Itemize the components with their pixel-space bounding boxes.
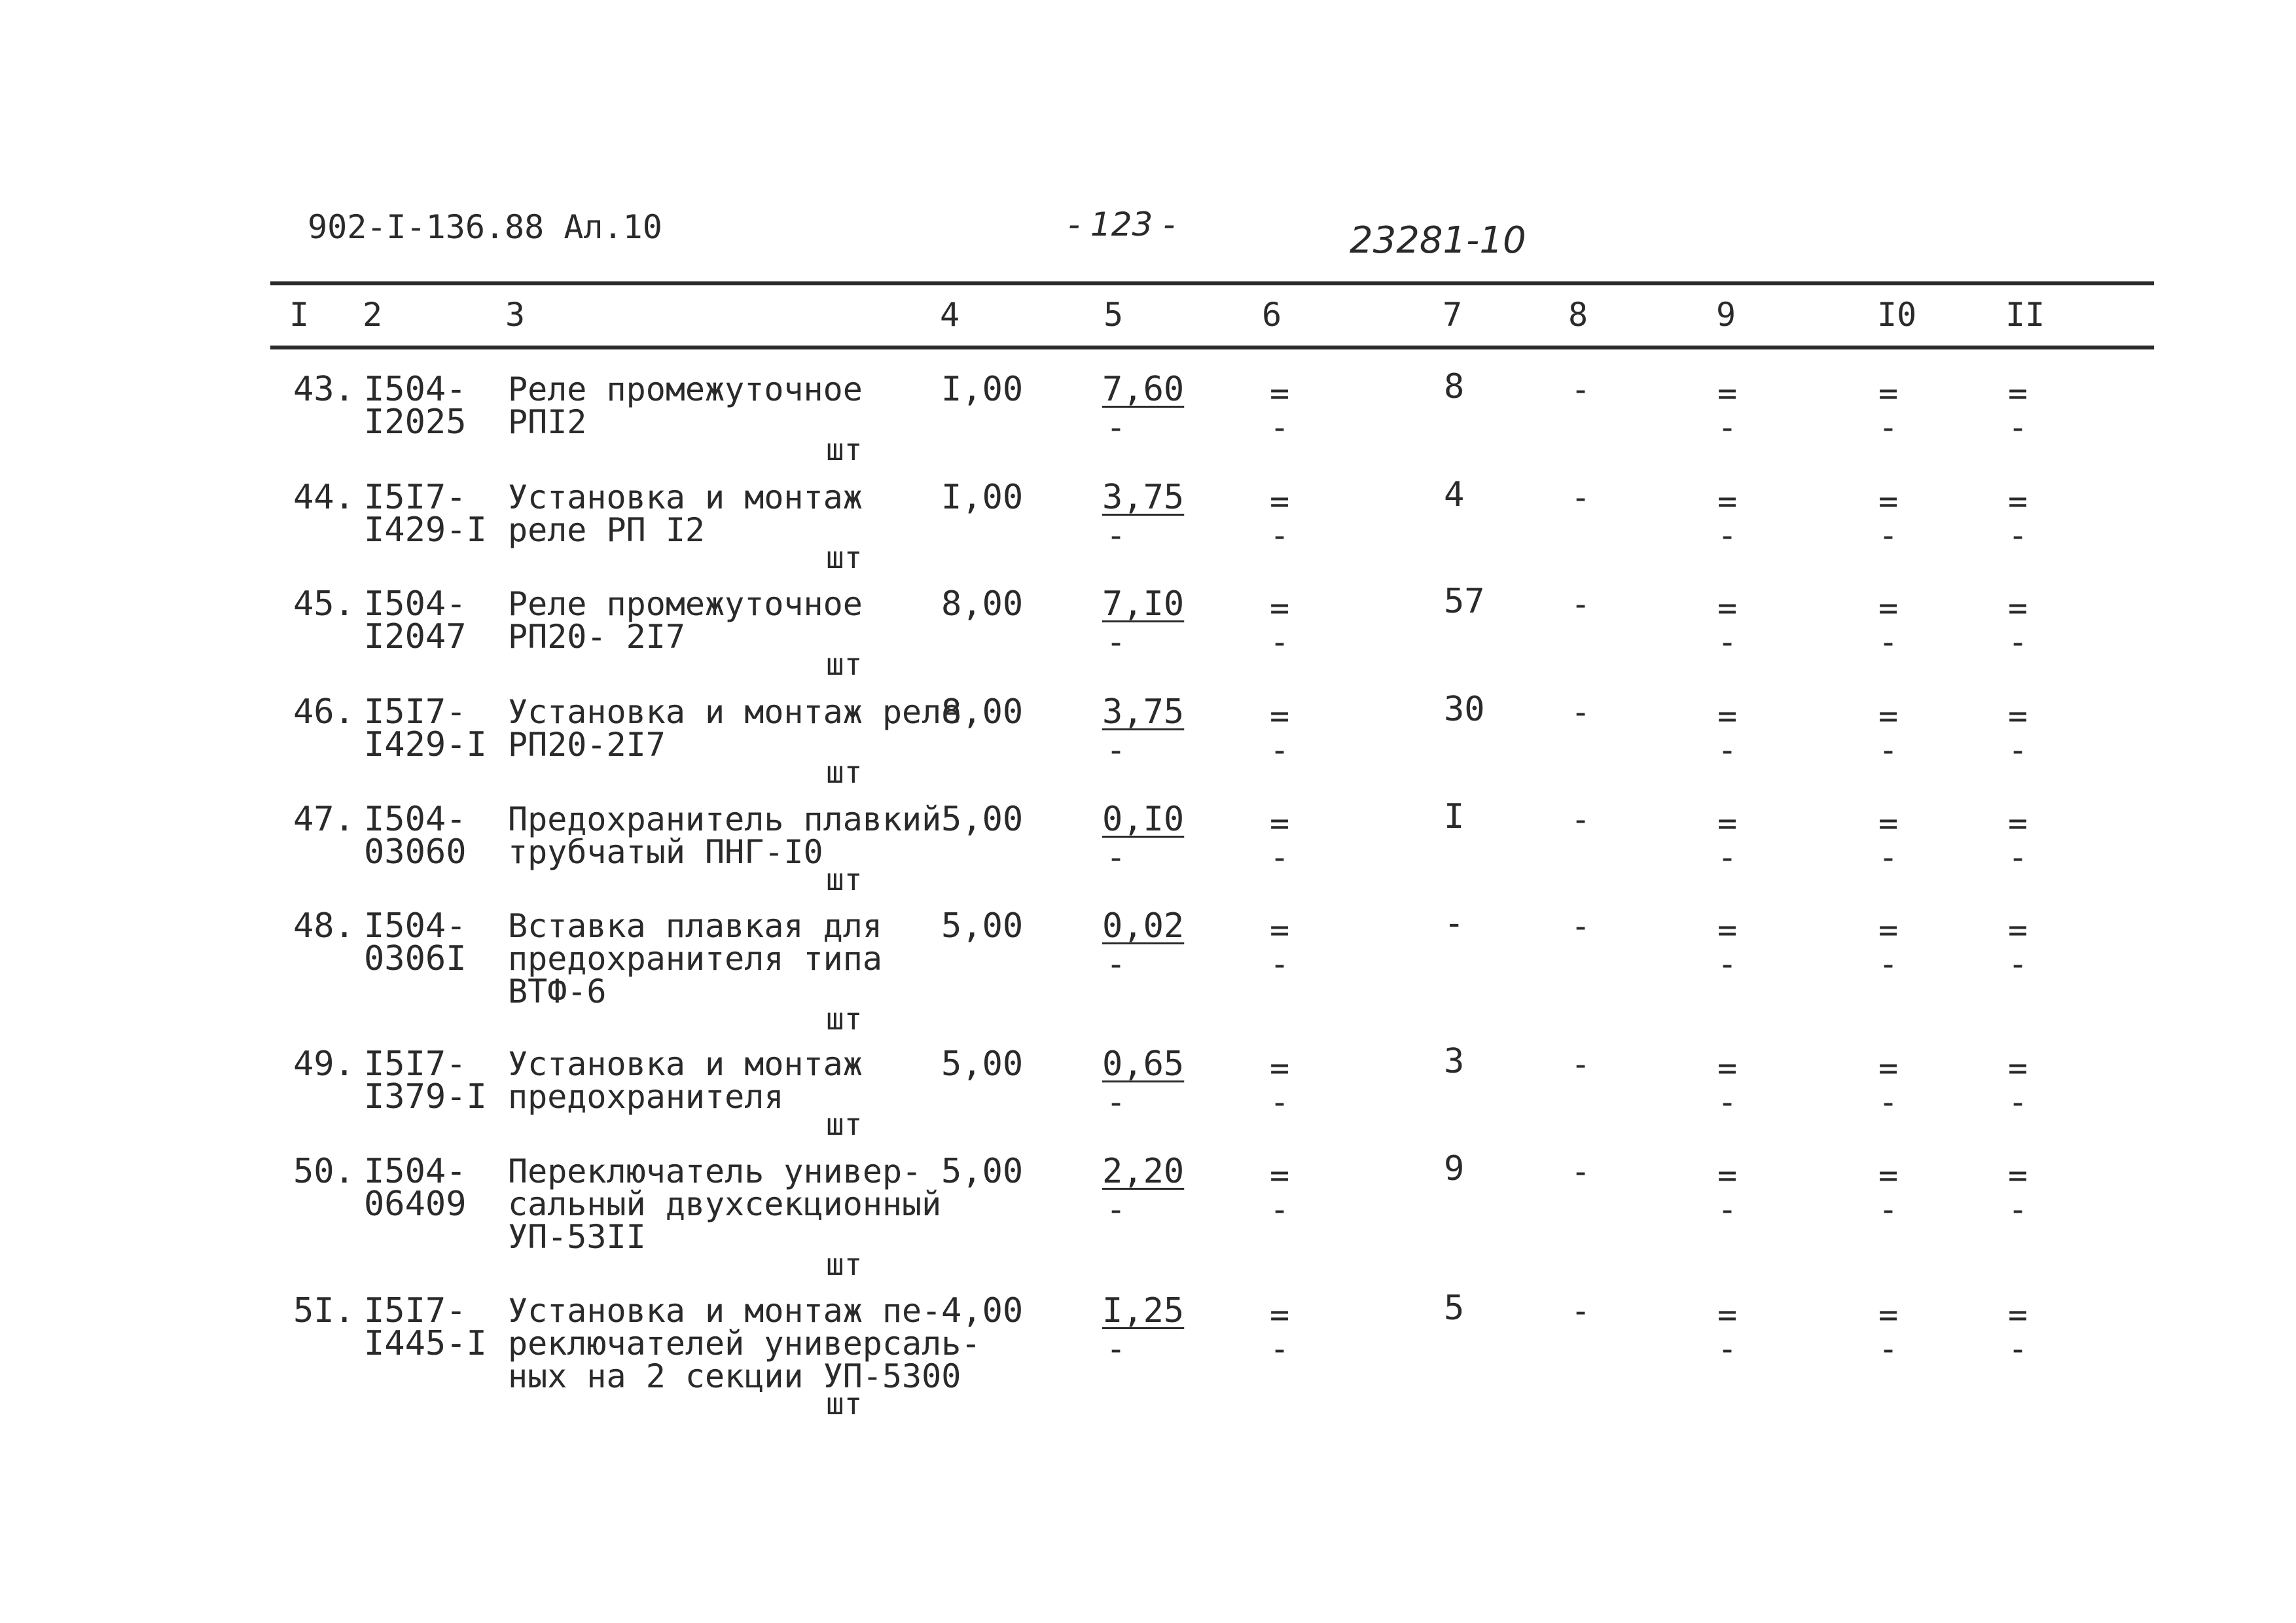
row-name: Вставка плавкая для: [508, 907, 882, 945]
row-price-dash: -: [1106, 945, 1126, 983]
row-col10-dash: -: [1878, 623, 1899, 661]
row-col10-dash: -: [1878, 408, 1899, 446]
row-col10-eq: =: [1878, 589, 1899, 627]
row-col9-eq: =: [1717, 911, 1738, 949]
row-price-dash: -: [1106, 1330, 1126, 1368]
row-col11-dash: -: [2008, 1330, 2028, 1368]
row-col7: 30: [1444, 690, 1485, 729]
row-col10-dash: -: [1878, 516, 1899, 554]
row-col6-dash: -: [1270, 623, 1290, 661]
inventory-number: 23281-10: [1350, 219, 1526, 262]
row-code: I2025: [364, 402, 467, 442]
row-name: реключателей универсаль-: [508, 1325, 981, 1363]
row-col6-eq: =: [1270, 374, 1290, 412]
row-col9-dash: -: [1717, 1330, 1738, 1368]
row-col9-eq: =: [1717, 804, 1738, 842]
row-price-dash: -: [1106, 1190, 1126, 1228]
row-number: 5I.: [293, 1291, 355, 1330]
row-col10-eq: =: [1878, 1156, 1899, 1194]
row-col10-eq: =: [1878, 1049, 1899, 1087]
row-code: I445-I: [364, 1324, 487, 1363]
row-code: I5I7-: [364, 1291, 467, 1330]
row-col6-eq: =: [1270, 482, 1290, 520]
row-name: ВТФ-6: [508, 972, 607, 1010]
row-price: 7,I0: [1102, 584, 1185, 624]
row-number: 50.: [293, 1152, 355, 1191]
row-col11-eq: =: [2008, 697, 2028, 735]
row-col6-eq: =: [1270, 1049, 1290, 1087]
row-name: РП20-2I7: [508, 726, 666, 764]
row-name: Предохранитель плавкий: [508, 800, 942, 838]
row-col8-dash: -: [1571, 370, 1591, 408]
col-header-4: 4: [940, 296, 960, 334]
row-qty: 4,00: [941, 1291, 1024, 1330]
row-col10-eq: =: [1878, 374, 1899, 412]
row-price: 2,20: [1102, 1152, 1185, 1191]
row-name: Реле промежуточное: [508, 370, 863, 408]
row-col6-dash: -: [1270, 1190, 1290, 1228]
row-col9-eq: =: [1717, 1049, 1738, 1087]
col-header-11: II: [2005, 296, 2045, 334]
row-qty: I,00: [941, 478, 1024, 517]
row-code: I504-: [364, 584, 467, 624]
row-col7: 57: [1444, 582, 1485, 621]
row-col9-eq: =: [1717, 1156, 1738, 1194]
row-col11-dash: -: [2008, 408, 2028, 446]
row-name: РПI2: [508, 403, 587, 441]
row-col10-dash: -: [1878, 945, 1899, 983]
table-header-rule: [270, 346, 2154, 349]
row-price-dash: -: [1106, 516, 1126, 554]
row-code: I429-I: [364, 725, 487, 764]
col-header-7: 7: [1443, 296, 1463, 334]
row-code: 0306I: [364, 939, 467, 978]
row-col7: 9: [1444, 1149, 1465, 1188]
row-code: I2047: [364, 617, 467, 656]
row-col9-dash: -: [1717, 408, 1738, 446]
row-col8-dash: -: [1571, 1292, 1591, 1330]
page-number: - 123 -: [1068, 205, 1175, 243]
row-code: I5I7-: [364, 1044, 467, 1084]
row-number: 48.: [293, 906, 355, 946]
row-qty: I,00: [941, 370, 1024, 409]
row-qty: 8,00: [941, 584, 1024, 624]
row-col11-eq: =: [2008, 589, 2028, 627]
row-unit: шт: [826, 862, 863, 897]
row-col9-dash: -: [1717, 623, 1738, 661]
row-col11-eq: =: [2008, 911, 2028, 949]
row-name: Установка и монтаж реле: [508, 693, 961, 731]
row-code: I504-: [364, 1152, 467, 1191]
table-top-rule: [270, 281, 2154, 285]
row-number: 44.: [293, 478, 355, 517]
col-header-3: 3: [505, 296, 526, 334]
row-col11-eq: =: [2008, 374, 2028, 412]
row-name: трубчатый ПНГ-I0: [508, 833, 823, 871]
row-price-dash: -: [1106, 838, 1126, 876]
row-col6-dash: -: [1270, 945, 1290, 983]
row-qty: 5,00: [941, 906, 1024, 946]
row-name: ных на 2 секции УП-5300: [508, 1357, 961, 1395]
row-number: 47.: [293, 800, 355, 839]
row-number: 49.: [293, 1044, 355, 1084]
col-header-8: 8: [1568, 296, 1588, 334]
row-number: 46.: [293, 692, 355, 732]
col-header-2: 2: [363, 296, 383, 334]
row-col9-eq: =: [1717, 482, 1738, 520]
row-price-dash: -: [1106, 731, 1126, 769]
row-price: 0,65: [1102, 1044, 1185, 1084]
row-price-dash: -: [1106, 1083, 1126, 1121]
row-col8-dash: -: [1571, 907, 1591, 945]
row-price: 3,75: [1102, 692, 1185, 732]
row-col6-dash: -: [1270, 1330, 1290, 1368]
row-name: предохранителя типа: [508, 940, 882, 978]
row-price: 0,02: [1102, 906, 1185, 946]
row-unit: шт: [826, 755, 863, 790]
row-col8-dash: -: [1571, 585, 1591, 623]
row-price-dash: -: [1106, 623, 1126, 661]
row-col9-dash: -: [1717, 838, 1738, 876]
col-header-6: 6: [1262, 296, 1282, 334]
row-unit: шт: [826, 1001, 863, 1037]
row-col11-eq: =: [2008, 1156, 2028, 1194]
row-col11-dash: -: [2008, 623, 2028, 661]
row-col10-eq: =: [1878, 482, 1899, 520]
row-code: 06409: [364, 1185, 467, 1224]
row-code: I429-I: [364, 510, 487, 550]
row-col6-dash: -: [1270, 516, 1290, 554]
row-col7: -: [1444, 904, 1465, 943]
col-header-1: I: [289, 296, 310, 334]
row-col6-dash: -: [1270, 1083, 1290, 1121]
row-col8-dash: -: [1571, 1045, 1591, 1083]
row-col6-eq: =: [1270, 911, 1290, 949]
row-code: I504-: [364, 800, 467, 839]
row-col8-dash: -: [1571, 478, 1591, 516]
row-price: 0,I0: [1102, 800, 1185, 839]
row-col9-eq: =: [1717, 697, 1738, 735]
row-col6-eq: =: [1270, 1156, 1290, 1194]
row-col10-dash: -: [1878, 1330, 1899, 1368]
row-price: 3,75: [1102, 478, 1185, 517]
row-price-dash: -: [1106, 408, 1126, 446]
row-unit: шт: [826, 647, 863, 682]
row-unit: шт: [826, 1247, 863, 1282]
row-col9-eq: =: [1717, 374, 1738, 412]
row-code: I504-: [364, 370, 467, 409]
row-name: Установка и монтаж: [508, 478, 863, 516]
row-col11-dash: -: [2008, 838, 2028, 876]
row-col7: 5: [1444, 1289, 1465, 1328]
row-col11-dash: -: [2008, 516, 2028, 554]
row-col9-dash: -: [1717, 516, 1738, 554]
row-name: Реле промежуточное: [508, 585, 863, 623]
col-header-10: I0: [1877, 296, 1917, 334]
row-price: I,25: [1102, 1291, 1185, 1330]
row-code: 03060: [364, 832, 467, 872]
row-col10-eq: =: [1878, 697, 1899, 735]
row-col11-eq: =: [2008, 1049, 2028, 1087]
row-col11-dash: -: [2008, 731, 2028, 769]
row-qty: 8,00: [941, 692, 1024, 732]
row-col8-dash: -: [1571, 800, 1591, 838]
row-name: сальный двухсекционный: [508, 1185, 942, 1223]
row-unit: шт: [826, 540, 863, 575]
row-name: реле РП I2: [508, 511, 706, 549]
row-name: предохранителя: [508, 1078, 784, 1116]
row-col9-eq: =: [1717, 1296, 1738, 1334]
row-col8-dash: -: [1571, 1152, 1591, 1190]
row-col6-eq: =: [1270, 804, 1290, 842]
row-col11-eq: =: [2008, 482, 2028, 520]
row-qty: 5,00: [941, 1044, 1024, 1084]
row-unit: шт: [826, 1107, 863, 1142]
row-col10-eq: =: [1878, 911, 1899, 949]
row-col7: 8: [1444, 367, 1465, 406]
row-col9-dash: -: [1717, 731, 1738, 769]
row-col11-dash: -: [2008, 1190, 2028, 1228]
row-col6-eq: =: [1270, 697, 1290, 735]
row-code: I5I7-: [364, 478, 467, 517]
row-unit: шт: [826, 432, 863, 467]
row-number: 43.: [293, 370, 355, 409]
row-col11-eq: =: [2008, 804, 2028, 842]
row-name: Установка и монтаж пе-: [508, 1292, 942, 1330]
row-col7: 4: [1444, 475, 1465, 514]
row-col6-eq: =: [1270, 589, 1290, 627]
col-header-5: 5: [1103, 296, 1124, 334]
row-unit: шт: [826, 1386, 863, 1421]
row-col6-dash: -: [1270, 408, 1290, 446]
doc-code: 902-I-136.88 Ал.10: [308, 208, 662, 246]
row-col9-eq: =: [1717, 589, 1738, 627]
row-code: I5I7-: [364, 692, 467, 732]
row-name: Установка и монтаж: [508, 1045, 863, 1083]
row-col11-eq: =: [2008, 1296, 2028, 1334]
row-col10-dash: -: [1878, 731, 1899, 769]
row-col10-eq: =: [1878, 804, 1899, 842]
row-col10-dash: -: [1878, 1083, 1899, 1121]
row-col11-dash: -: [2008, 1083, 2028, 1121]
row-name: Переключатель универ-: [508, 1152, 922, 1190]
row-col10-eq: =: [1878, 1296, 1899, 1334]
row-col10-dash: -: [1878, 838, 1899, 876]
col-header-9: 9: [1716, 296, 1736, 334]
row-col6-dash: -: [1270, 731, 1290, 769]
row-col6-dash: -: [1270, 838, 1290, 876]
row-col7: I: [1444, 797, 1465, 836]
row-qty: 5,00: [941, 1152, 1024, 1191]
row-code: I379-I: [364, 1077, 487, 1116]
row-col11-dash: -: [2008, 945, 2028, 983]
row-col7: 3: [1444, 1042, 1465, 1081]
row-col6-eq: =: [1270, 1296, 1290, 1334]
row-price: 7,60: [1102, 370, 1185, 409]
row-col9-dash: -: [1717, 945, 1738, 983]
row-col10-dash: -: [1878, 1190, 1899, 1228]
row-code: I504-: [364, 906, 467, 946]
row-col9-dash: -: [1717, 1190, 1738, 1228]
row-name: РП20- 2I7: [508, 618, 685, 656]
row-col8-dash: -: [1571, 693, 1591, 731]
row-qty: 5,00: [941, 800, 1024, 839]
row-name: УП-53II: [508, 1218, 646, 1256]
row-number: 45.: [293, 584, 355, 624]
row-col9-dash: -: [1717, 1083, 1738, 1121]
